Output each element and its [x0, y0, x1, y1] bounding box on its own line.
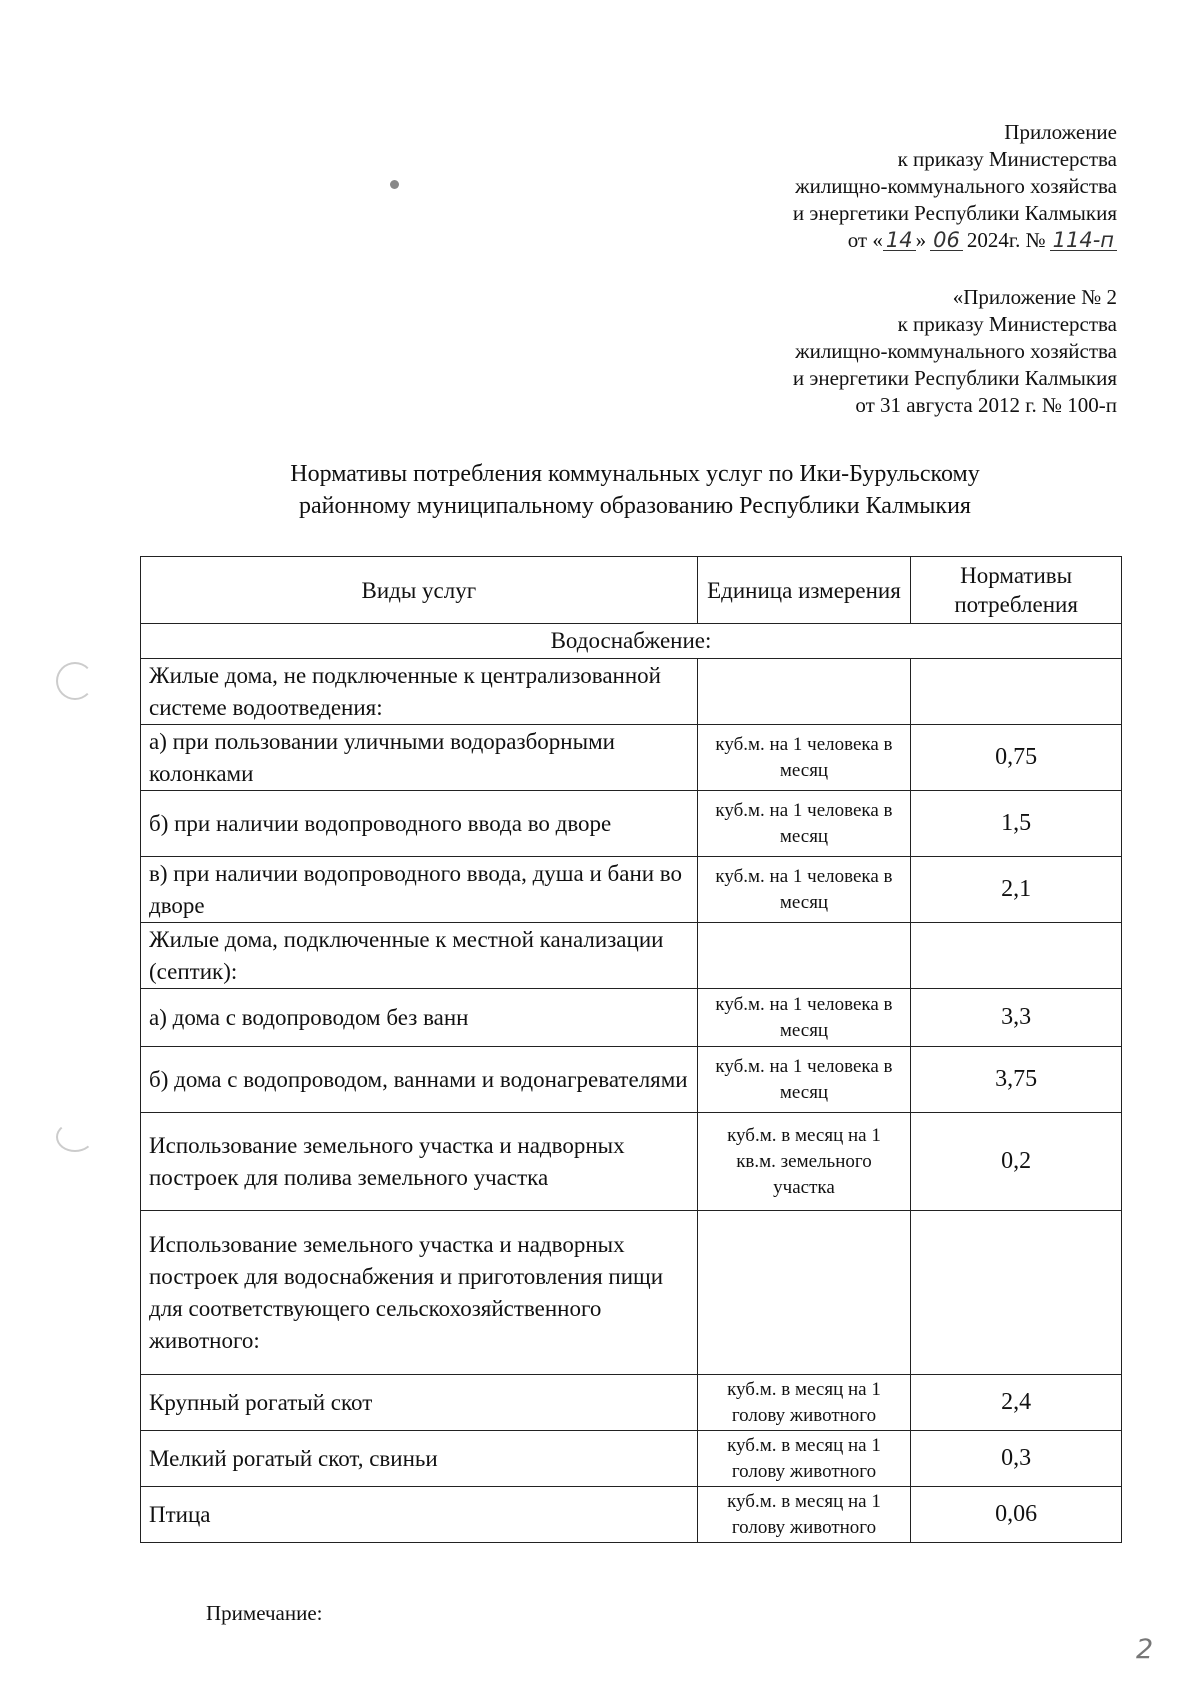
table-row: [141, 857, 1122, 923]
appendix-line: и энергетики Республики Калмыкия: [792, 201, 1117, 225]
unit-cell: куб.м. на 1 человека в месяц: [697, 791, 911, 857]
service-cell: Крупный рогатый скот: [141, 1375, 698, 1431]
service-cell: в) при наличии водопроводного ввода, душа и бани во дворе: [141, 857, 698, 923]
appendix-line: к приказу Министерства: [897, 312, 1117, 336]
norm-cell: 0,3: [911, 1431, 1122, 1487]
note-label: Примечание:: [206, 1601, 323, 1625]
service-cell: Жилые дома, подключенные к местной канализации (септик):: [141, 923, 698, 989]
header-service: Виды услуг: [141, 557, 698, 624]
service-cell: Мелкий рогатый скот, свиньи: [141, 1431, 698, 1487]
handwritten-order-number: 114-п: [1050, 230, 1117, 251]
title-line: Нормативы потребления коммунальных услуг по Ики-Бурульскому: [290, 461, 980, 487]
norm-cell: 3,75: [911, 1047, 1122, 1113]
unit-cell: [697, 659, 911, 725]
appendix-line: жилищно-коммунального хозяйства: [795, 174, 1117, 198]
table-row: [141, 725, 1122, 791]
date-quote: »: [915, 228, 927, 252]
service-cell: а) при пользовании уличными водоразборными колонками: [141, 725, 698, 791]
service-cell: Птица: [141, 1487, 698, 1543]
service-cell: б) дома с водопроводом, ваннами и водонагревателями: [141, 1047, 698, 1113]
unit-cell: куб.м. на 1 человека в месяц: [697, 725, 911, 791]
table-row: [141, 1375, 1122, 1431]
punch-hole-mark: [56, 1122, 94, 1152]
service-cell: б) при наличии водопроводного ввода во дворе: [141, 791, 698, 857]
norm-cell: 1,5: [911, 791, 1122, 857]
norm-cell: 0,75: [911, 725, 1122, 791]
table-row: [141, 1047, 1122, 1113]
table-row: [141, 989, 1122, 1047]
appendix-line: от 31 августа 2012 г. № 100-п: [855, 393, 1117, 417]
norms-table: [140, 556, 1122, 1543]
appendix-line: к приказу Министерства: [897, 147, 1117, 171]
table-row: [141, 923, 1122, 989]
header-unit: Единица измерения: [697, 557, 911, 624]
norm-cell: [911, 659, 1122, 725]
document-title: [140, 458, 1130, 522]
appendix-line: жилищно-коммунального хозяйства: [795, 339, 1117, 363]
table-row: [141, 1113, 1122, 1211]
table-row: [141, 791, 1122, 857]
unit-cell: куб.м. в месяц на 1 голову животного: [697, 1375, 911, 1431]
unit-cell: [697, 1211, 911, 1375]
handwritten-day: 14: [883, 230, 916, 251]
date-prefix: от «: [847, 228, 883, 252]
original-appendix-header: [793, 284, 1117, 419]
order-date-line: [793, 227, 1117, 254]
section-row: [141, 624, 1122, 659]
norm-cell: [911, 1211, 1122, 1375]
norm-cell: 0,06: [911, 1487, 1122, 1543]
service-cell: Использование земельного участка и надворных построек для водоснабжения и приготовления пищи для соответствующего сельскохозяйственного животного:: [141, 1211, 698, 1375]
unit-cell: куб.м. на 1 человека в месяц: [697, 1047, 911, 1113]
unit-cell: куб.м. в месяц на 1 кв.м. земельного участка: [697, 1113, 911, 1211]
page-number: 2: [1136, 1634, 1154, 1665]
header-norm: Нормативы потребления: [911, 557, 1122, 624]
table-row: [141, 1211, 1122, 1375]
service-cell: Жилые дома, не подключенные к централизованной системе водоотведения:: [141, 659, 698, 725]
date-year: 2024г. №: [966, 228, 1046, 252]
service-cell: Использование земельного участка и надворных построек для полива земельного участка: [141, 1113, 698, 1211]
unit-cell: куб.м. на 1 человека в месяц: [697, 989, 911, 1047]
table-header-row: [141, 557, 1122, 624]
handwritten-month: 06: [930, 230, 963, 251]
unit-cell: [697, 923, 911, 989]
unit-cell: куб.м. в месяц на 1 голову животного: [697, 1431, 911, 1487]
service-cell: а) дома с водопроводом без ванн: [141, 989, 698, 1047]
section-title: Водоснабжение:: [141, 624, 1122, 659]
appendix-header: [793, 119, 1117, 254]
norm-cell: 3,3: [911, 989, 1122, 1047]
norm-cell: [911, 923, 1122, 989]
norm-cell: 2,4: [911, 1375, 1122, 1431]
table-row: [141, 659, 1122, 725]
table-row: [141, 1431, 1122, 1487]
norm-cell: 0,2: [911, 1113, 1122, 1211]
norm-cell: 2,1: [911, 857, 1122, 923]
appendix-line: «Приложение № 2: [952, 285, 1117, 309]
appendix-line: Приложение: [1004, 120, 1117, 144]
punch-hole-mark: [56, 662, 94, 700]
scan-speck: [390, 180, 399, 189]
table-row: [141, 1487, 1122, 1543]
unit-cell: куб.м. в месяц на 1 голову животного: [697, 1487, 911, 1543]
appendix-line: и энергетики Республики Калмыкия: [792, 366, 1117, 390]
unit-cell: куб.м. на 1 человека в месяц: [697, 857, 911, 923]
title-line: районному муниципальному образованию Республики Калмыкия: [299, 493, 971, 519]
